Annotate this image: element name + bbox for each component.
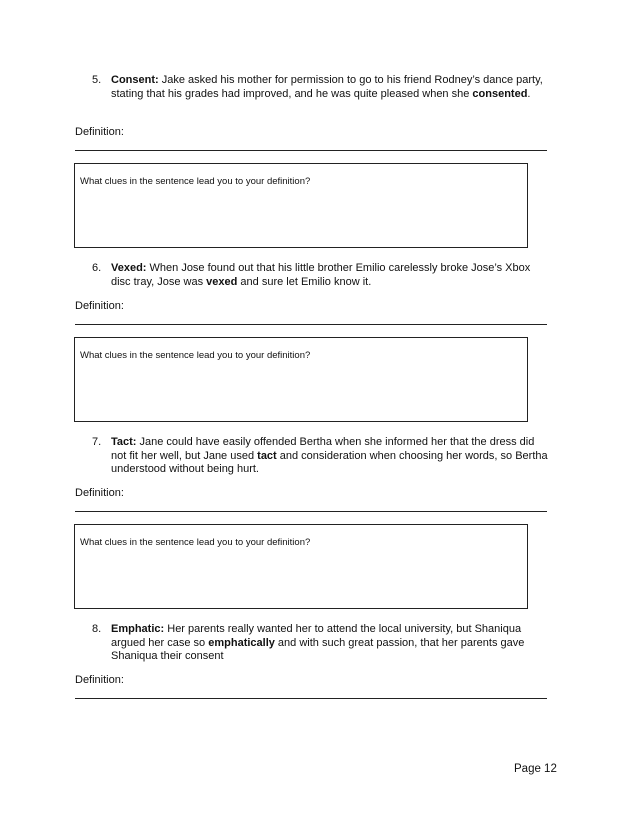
item-sentence <box>111 262 552 289</box>
item-number: 6. <box>92 262 102 274</box>
vocab-term: Consent: <box>111 74 159 86</box>
item-sentence <box>111 436 552 477</box>
keyword: emphatically <box>208 636 275 649</box>
definition-label: Definition: <box>75 487 124 499</box>
definition-label: Definition: <box>75 674 124 686</box>
definition-answer-line[interactable] <box>75 698 547 699</box>
sentence-text: and with such great passion, that her parents gave Shaniqua their consent <box>111 636 525 662</box>
clues-prompt: What clues in the sentence lead you to your definition? <box>80 537 311 548</box>
sentence-text: and sure let Emilio know it. <box>237 275 372 288</box>
definition-answer-line[interactable] <box>75 511 547 512</box>
clues-prompt: What clues in the sentence lead you to your definition? <box>80 350 311 361</box>
page-number: Page 12 <box>514 763 557 775</box>
item-sentence <box>111 623 552 664</box>
definition-label: Definition: <box>75 126 124 138</box>
keyword: tact <box>257 449 277 462</box>
definition-label: Definition: <box>75 300 124 312</box>
keyword: consented <box>472 87 528 100</box>
vocab-term: Tact: <box>111 436 137 448</box>
sentence-text: and consideration when choosing her words, so Bertha understood without being hurt. <box>111 449 548 475</box>
definition-answer-line[interactable] <box>75 324 547 325</box>
sentence-text: Jake asked his mother for permission to go to his friend Rodney’s dance party, stating that his grades had improved, and he was quite pleased when she <box>111 74 543 100</box>
sentence-text: Jane could have easily offended Bertha when she informed her that the dress did not fit her well, but Jane used <box>111 436 535 462</box>
item-number: 8. <box>92 623 102 635</box>
definition-answer-line[interactable] <box>75 150 547 151</box>
sentence-text: . <box>527 87 531 100</box>
sentence-text: Her parents really wanted her to attend the local university, but Shaniqua argued her case so <box>111 623 522 649</box>
clues-answer-box[interactable] <box>74 337 528 422</box>
clues-answer-box[interactable] <box>74 163 528 248</box>
vocab-term: Emphatic: <box>111 623 165 635</box>
sentence-text: When Jose found out that his little brother Emilio carelessly broke Jose’s Xbox disc tray, Jose was <box>111 262 531 288</box>
vocab-term: Vexed: <box>111 262 147 274</box>
keyword: vexed <box>206 275 238 288</box>
clues-prompt: What clues in the sentence lead you to your definition? <box>80 176 311 187</box>
item-sentence <box>111 74 552 101</box>
clues-answer-box[interactable] <box>74 524 528 609</box>
item-number: 7. <box>92 436 102 448</box>
item-number: 5. <box>92 74 102 86</box>
